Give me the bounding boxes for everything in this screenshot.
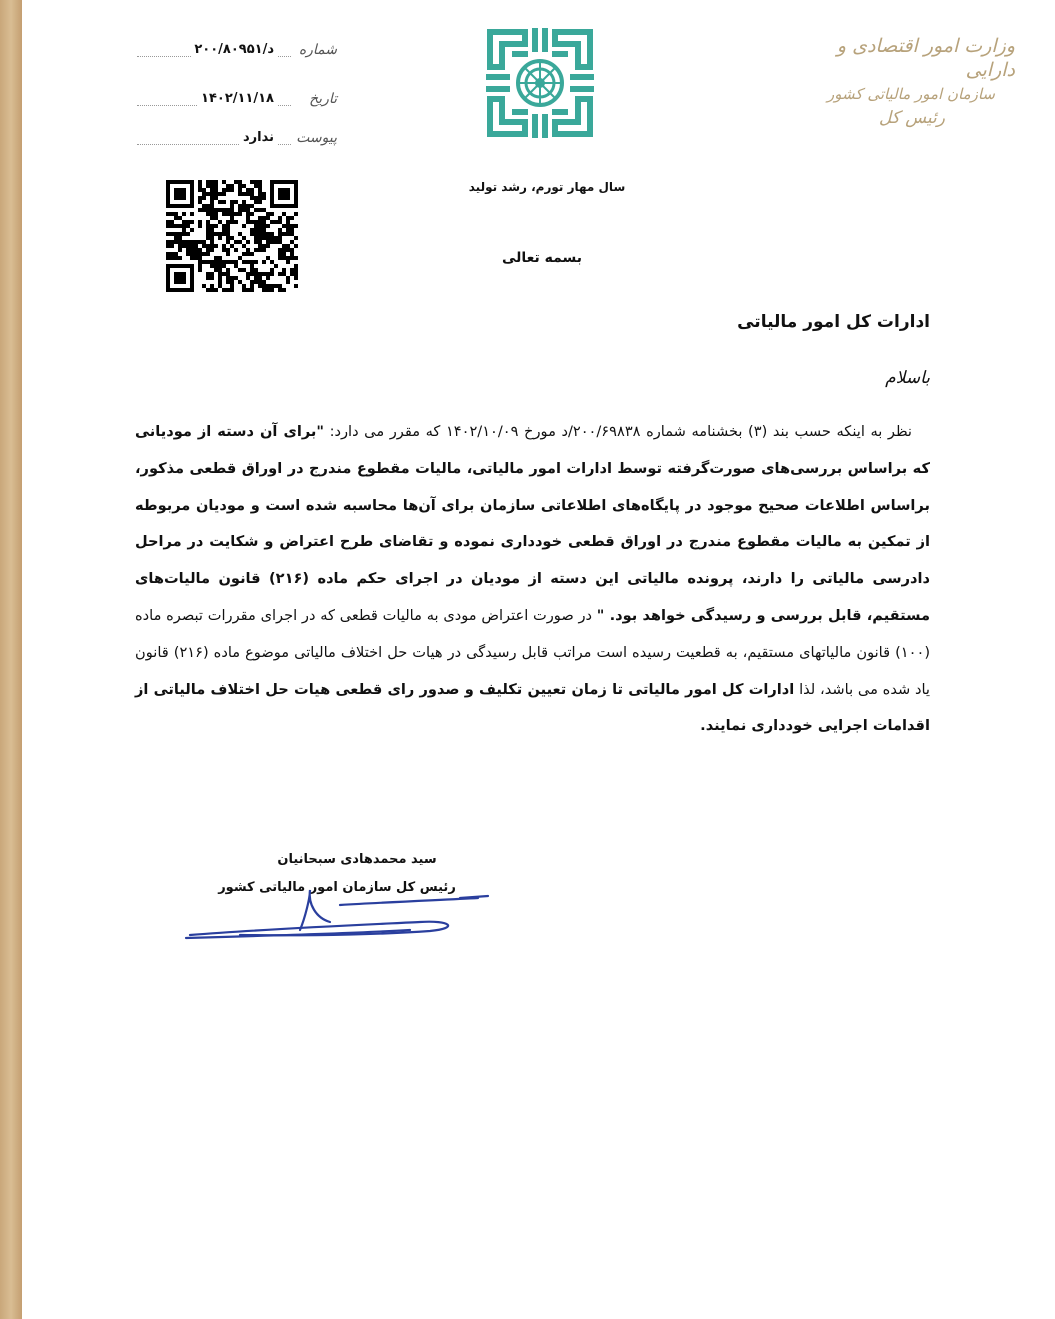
ministry-header [785,34,1015,130]
bismillah: بسمه تعالی [501,250,583,266]
handwritten-signature [160,878,500,948]
year-slogan: سال مهار تورم، رشد تولید [468,180,626,194]
qr-code-icon [166,180,298,292]
date-label: تاریخ [309,91,337,107]
letter-number [137,42,337,64]
attachment-label: پیوست [296,130,337,146]
signatory-title: رئیس کل سازمان امور مالیاتی کشور [218,880,456,895]
body-intro: نظر به اینکه حسب بند (۳) بخشنامه شماره ۲۰۰/۶۹۸۳۸/د مورخ ۱۴۰۲/۱۰/۰۹ که مقرر می دارد: [329,423,912,440]
attachment-value: ندارد [240,130,277,145]
signatory-name: سید محمدهادی سبحانیان [277,852,437,867]
organization-name: سازمان امور مالیاتی کشور [827,85,995,103]
tax-organization-logo-icon [480,22,600,144]
body-explanation: در صورت اعتراض مودی به مالیات قطعی که در اجرای مقررات تبصره ماده (۱۰۰) قانون مالیاتهای مستقیم، به قطعیت رسیده است مراتب قابل رسیدگی در هیات حل اختلاف مالیاتی موضوع ماده (۲۱۶) قانون یاد شده می باشد، لذا [135,606,931,698]
letter-page [22,0,1055,1319]
body-quote: "برای آن دسته از مودیانی که براساس بررسی‌های صورت‌گرفته توسط ادارات امور مالیاتی، مالیات مقطوع مندرج در اوراق قطعی مذکور، براساس اطلاعات صحیح موجود در پایگاه‌های اطلاعاتی سازمان برای آن‌ها محاسبه شده است و مودیان مربوطه از تمکین به مالیات مقطوع مندرج در اوراق قطعی خودداری نموده و تقاضای طرح اعتراض و شکایت در مراحل دادرسی مالیاتی را دارند، پرونده مالیاتی این دسته از مودیان در اجرای حکم ماده (۲۱۶) قانون مالیات‌های مستقیم، قابل بررسی و رسیدگی خواهد بود. " [135,423,931,624]
greeting: باسلام [885,368,930,388]
office-title: رئیس کل [878,108,945,128]
binder-edge [0,0,22,1319]
number-label: شماره [298,42,337,58]
letter-attachment [137,130,337,152]
date-value: ۱۴۰۲/۱۱/۱۸ [198,91,277,106]
letter-date [137,91,337,113]
ministry-name: وزارت امور اقتصادی و دارایی [836,35,1015,81]
recipient: ادارات کل امور مالیاتی [737,312,930,332]
body-directive: ادارات کل امور مالیاتی تا زمان تعیین تکلیف و صدور رای قطعی هیات حل اختلاف مالیاتی از اقدامات اجرایی خودداری نمایند. [135,680,930,735]
number-value: د/۲۰۰/۸۰۹۵۱ [191,42,277,57]
letter-body [135,414,930,745]
